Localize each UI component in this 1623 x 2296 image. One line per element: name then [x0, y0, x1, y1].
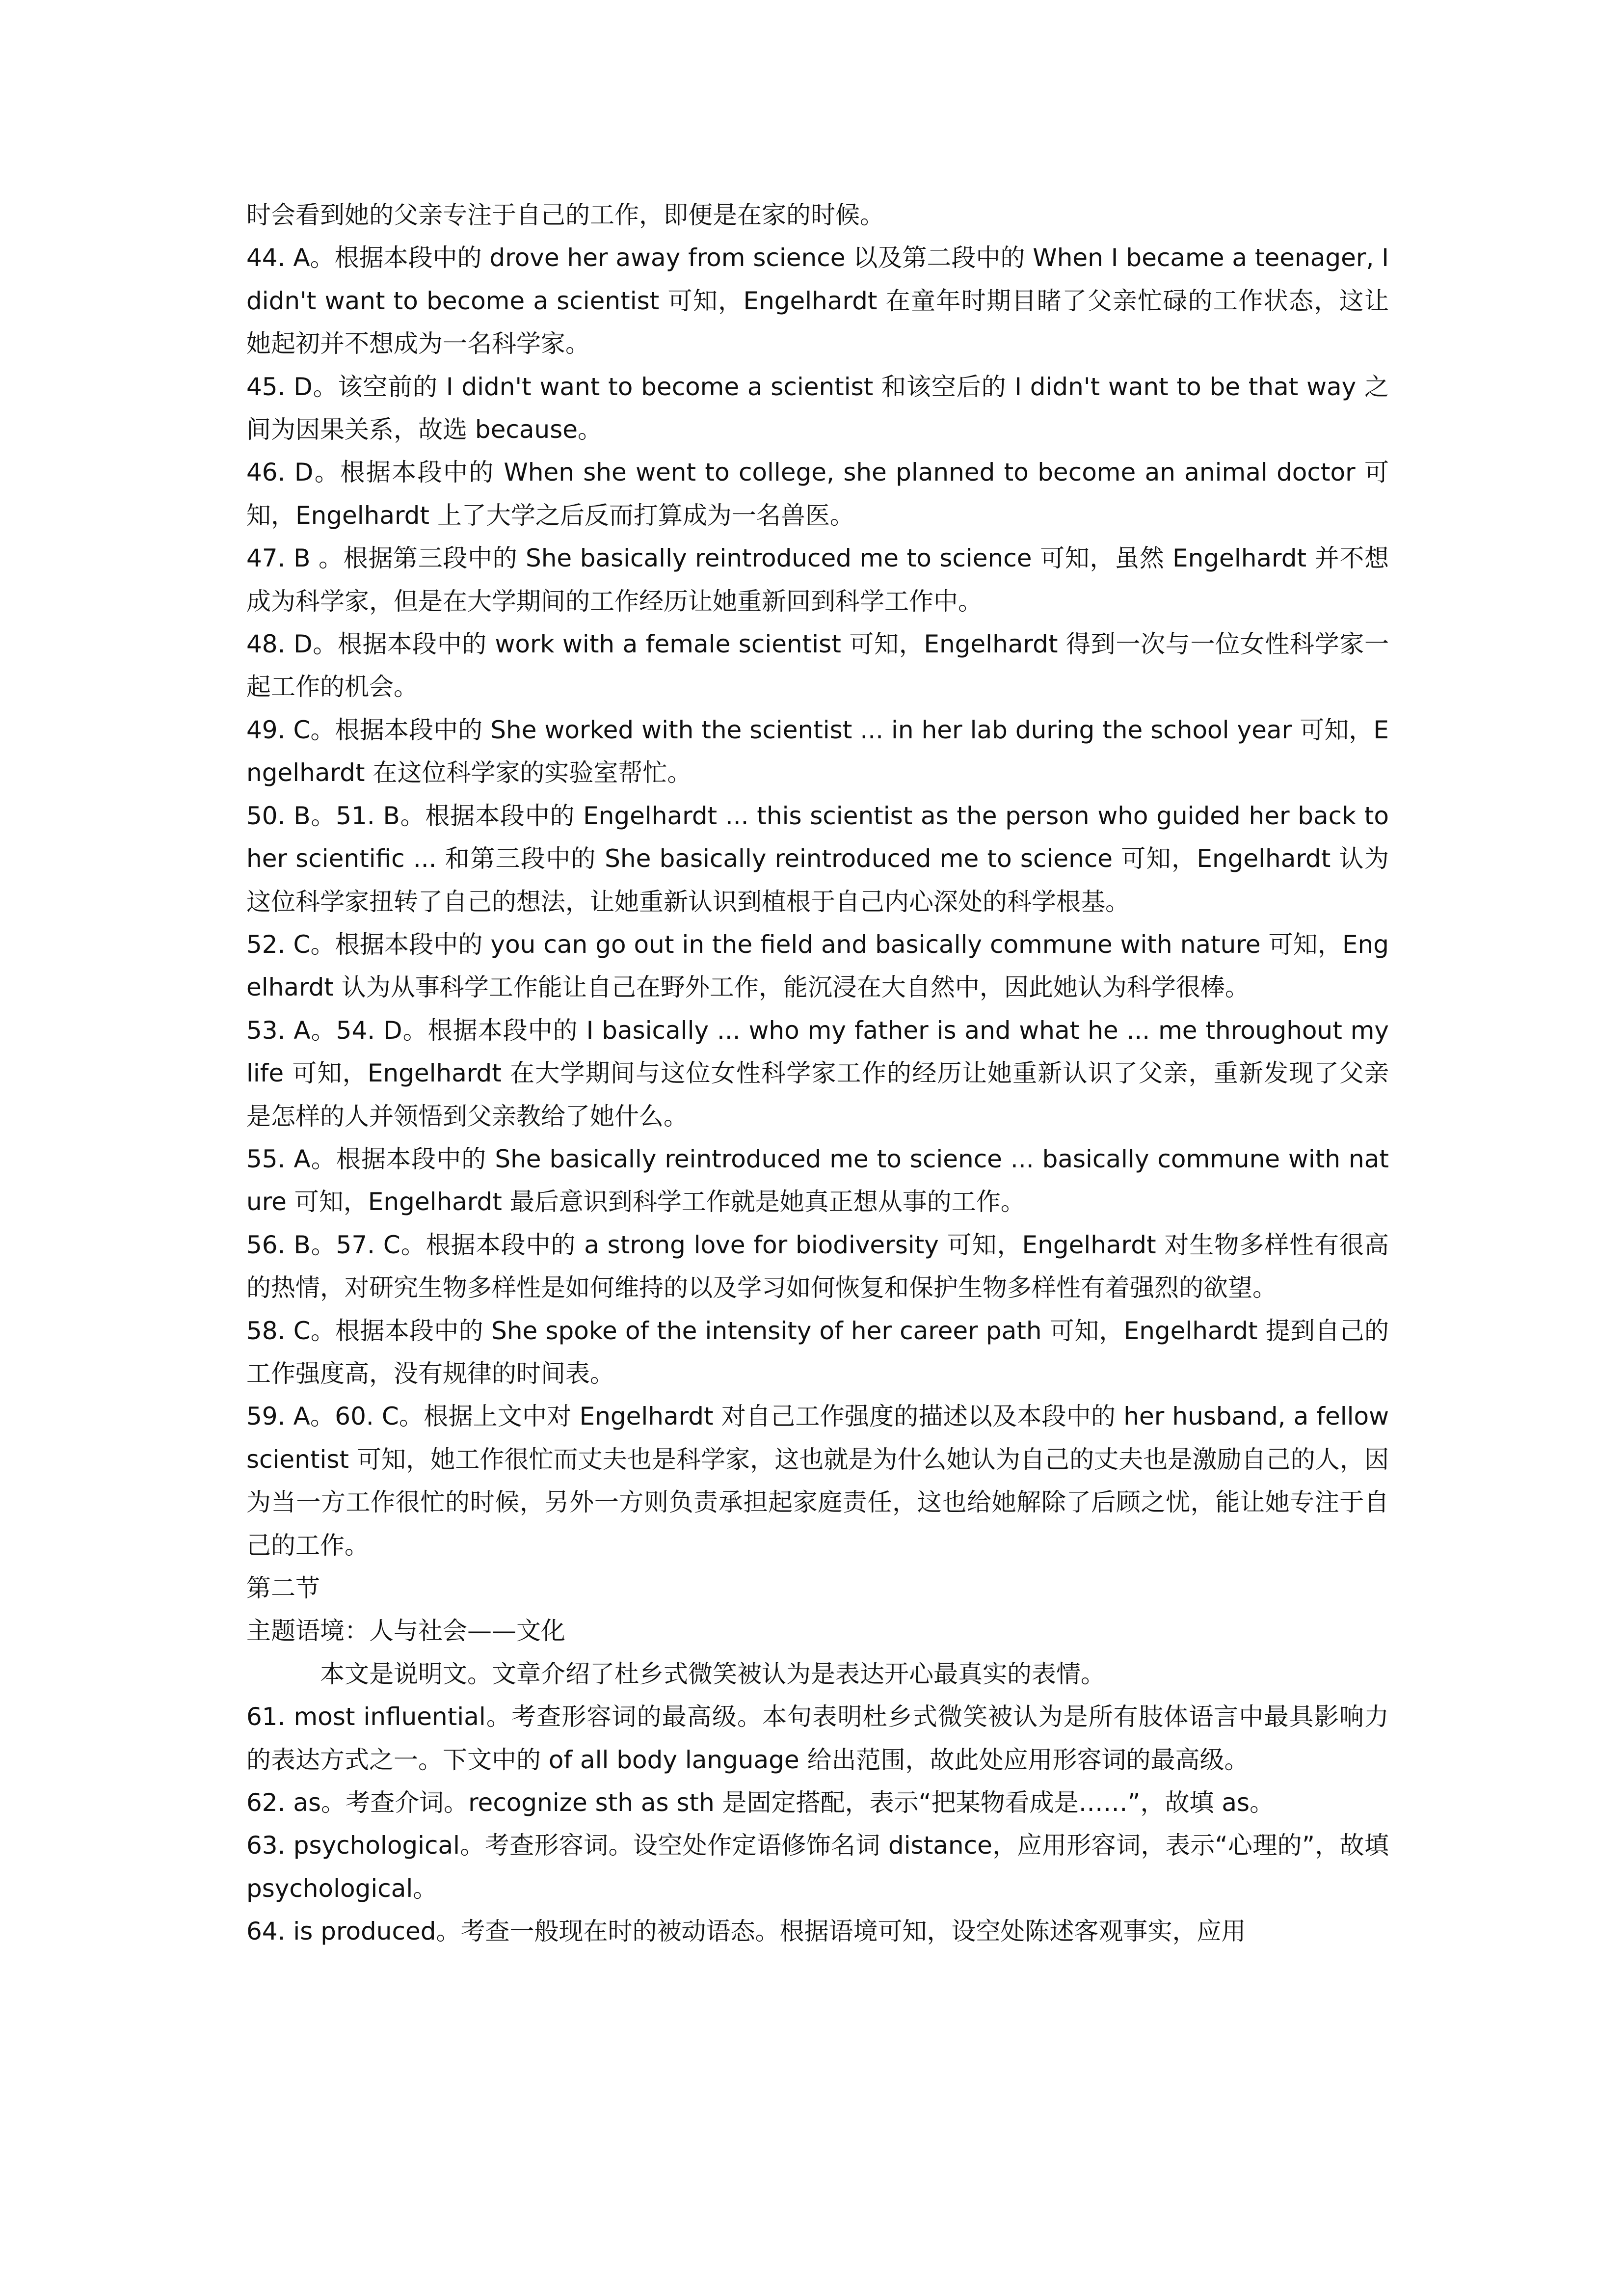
answer-explanation-58: 58. C。根据本段中的 She spoke of the intensity of her career path 可知，Engelhardt 提到自己的工作强度高，没有规律的时间表。: [246, 1316, 1389, 1388]
paragraph-continuation: 时会看到她的父亲专注于自己的工作，即便是在家的时候。: [246, 201, 884, 229]
answer-explanation-46: 46. D。根据本段中的 When she went to college, she planned to become an animal doctor 可知，Engelhardt 上了大学之后反而打算成为一名兽医。: [246, 458, 1389, 530]
theme-context: 主题语境：人与社会——文化: [246, 1617, 565, 1646]
answer-explanation-49: 49. C。根据本段中的 She worked with the scientist ... in her lab during the school year 可知，Engelhardt 在这位科学家的实验室帮忙。: [246, 715, 1389, 787]
answer-explanation-61: 61. most influential。考查形容词的最高级。本句表明杜乡式微笑被认为是所有肢体语言中最具影响力的表达方式之一。下文中的 of all body language 给出范围，故此处应用形容词的最高级。: [246, 1702, 1389, 1774]
answer-explanation-48: 48. D。根据本段中的 work with a female scientist 可知，Engelhardt 得到一次与一位女性科学家一起工作的机会。: [246, 630, 1389, 702]
answer-explanation-56-57: 56. B。57. C。根据本段中的 a strong love for biodiversity 可知，Engelhardt 对生物多样性有很高的热情，对研究生物多样性是如何维持的以及学习如何恢复和保护生物多样性有着强烈的欲望。: [246, 1230, 1389, 1302]
answer-explanation-63: 63. psychological。考查形容词。设空处作定语修饰名词 distance，应用形容词，表示“心理的”，故填 psychological。: [246, 1831, 1389, 1903]
answer-explanation-59-60: 59. A。60. C。根据上文中对 Engelhardt 对自己工作强度的描述以及本段中的 her husband, a fellow scientist 可知，她工作很忙而丈夫也是科学家，这也就是为什么她认为自己的丈夫也是激励自己的人，因为当一方工作很忙的时候，另外一方则负责承担起家庭责任，这也给她解除了后顾之忧，能让她专注于自己的工作。: [246, 1402, 1389, 1560]
answer-explanation-47: 47. B 。根据第三段中的 She basically reintroduced me to science 可知，虽然 Engelhardt 并不想成为科学家，但是在大学期间的工作经历让她重新回到科学工作中。: [246, 544, 1389, 616]
answer-explanation-55: 55. A。根据本段中的 She basically reintroduced me to science ... basically commune with nature 可知，Engelhardt 最后意识到科学工作就是她真正想从事的工作。: [246, 1144, 1389, 1216]
answer-explanation-45: 45. D。该空前的 I didn't want to become a scientist 和该空后的 I didn't want to be that way 之间为因果关系，故选 because。: [246, 372, 1389, 444]
answer-explanation-62: 62. as。考查介词。recognize sth as sth 是固定搭配，表示“把某物看成是……”，故填 as。: [246, 1788, 1275, 1817]
answer-explanation-52: 52. C。根据本段中的 you can go out in the field and basically commune with nature 可知，Engelhardt 认为从事科学工作能让自己在野外工作，能沉浸在大自然中，因此她认为科学很棒。: [246, 930, 1389, 1002]
answer-explanation-50-51: 50. B。51. B。根据本段中的 Engelhardt ... this scientist as the person who guided her back to her scientific ... 和第三段中的 She basically reintroduced me to science 可知，Engelhardt 认为这位科学家扭转了自己的想法，让她重新认识到植根于自己内心深处的科学根基。: [246, 801, 1389, 916]
document-page: [246, 194, 1389, 1953]
passage-summary: 本文是说明文。文章介绍了杜乡式微笑被认为是表达开心最真实的表情。: [320, 1659, 1105, 1688]
answer-explanation-64: 64. is produced。考查一般现在时的被动语态。根据语境可知，设空处陈述客观事实，应用: [246, 1917, 1246, 1946]
section-heading: 第二节: [246, 1574, 320, 1602]
answer-explanation-44: 44. A。根据本段中的 drove her away from science 以及第二段中的 When I became a teenager, I didn't want to become a scientist 可知，Engelhardt 在童年时期目睹了父亲忙碌的工作状态，这让她起初并不想成为一名科学家。: [246, 243, 1389, 358]
answer-explanation-53-54: 53. A。54. D。根据本段中的 I basically ... who my father is and what he ... me throughout my life 可知，Engelhardt 在大学期间与这位女性科学家工作的经历让她重新认识了父亲，重新发现了父亲是怎样的人并领悟到父亲教给了她什么。: [246, 1016, 1389, 1131]
